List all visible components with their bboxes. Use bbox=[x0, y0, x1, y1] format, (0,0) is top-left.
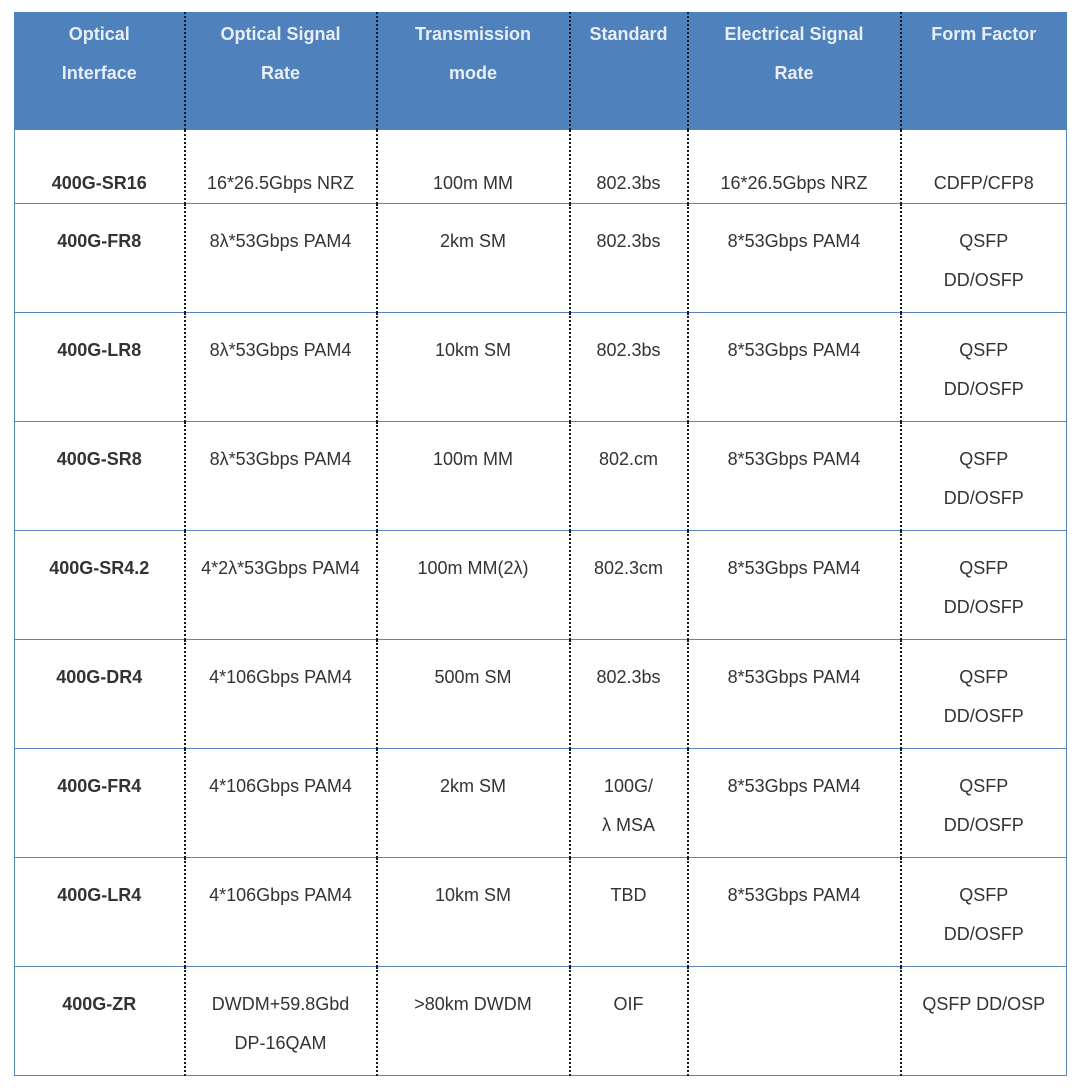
cell-text: 400G-LR8 bbox=[57, 339, 142, 360]
cell-optical-interface bbox=[15, 639, 185, 748]
cell-optical-signal-rate bbox=[185, 421, 377, 530]
cell-text: QSFP bbox=[959, 775, 1009, 796]
cell-text: 8λ*53Gbps PAM4 bbox=[209, 230, 352, 251]
cell-text: DD/OSFP bbox=[943, 487, 1024, 508]
header-row bbox=[15, 13, 1067, 130]
cell-form-factor bbox=[901, 130, 1067, 204]
cell-optical-interface bbox=[15, 421, 185, 530]
cell-transmission-mode bbox=[377, 421, 570, 530]
cell-text: 10km SM bbox=[434, 339, 512, 360]
cell-form-factor bbox=[901, 857, 1067, 966]
cell-optical-signal-rate bbox=[185, 639, 377, 748]
cell-text: 8λ*53Gbps PAM4 bbox=[209, 339, 352, 360]
cell-text: 400G-DR4 bbox=[56, 666, 143, 687]
cell-transmission-mode bbox=[377, 639, 570, 748]
cell-text: 802.3bs bbox=[596, 172, 661, 193]
cell-text: 4*106Gbps PAM4 bbox=[209, 666, 352, 687]
cell-optical-signal-rate bbox=[185, 530, 377, 639]
cell-text: DD/OSFP bbox=[943, 378, 1024, 399]
cell-transmission-mode bbox=[377, 312, 570, 421]
cell-text: 400G-SR16 bbox=[51, 172, 147, 193]
cell-optical-signal-rate bbox=[185, 857, 377, 966]
cell-text: QSFP DD/OSP bbox=[922, 993, 1046, 1014]
cell-transmission-mode bbox=[377, 748, 570, 857]
cell-text: QSFP bbox=[959, 339, 1009, 360]
cell-text: 802.3cm bbox=[593, 557, 664, 578]
cell-standard bbox=[570, 857, 688, 966]
cell-electrical-signal-rate bbox=[688, 203, 901, 312]
cell-text: 10km SM bbox=[434, 884, 512, 905]
cell-text: 8*53Gbps PAM4 bbox=[727, 557, 861, 578]
cell-text: 802.3bs bbox=[596, 339, 661, 360]
cell-text: 100m MM(2λ) bbox=[417, 557, 529, 578]
table-row bbox=[15, 857, 1067, 966]
cell-text: 500m SM bbox=[434, 666, 512, 687]
cell-text: 802.3bs bbox=[596, 666, 661, 687]
cell-standard bbox=[570, 421, 688, 530]
cell-text: 8*53Gbps PAM4 bbox=[727, 884, 861, 905]
cell-text: DD/OSFP bbox=[943, 596, 1024, 617]
cell-optical-signal-rate bbox=[185, 312, 377, 421]
cell-optical-signal-rate bbox=[185, 966, 377, 1075]
cell-text: 8*53Gbps PAM4 bbox=[727, 666, 861, 687]
cell-text: 4*106Gbps PAM4 bbox=[209, 884, 352, 905]
cell-electrical-signal-rate bbox=[688, 966, 901, 1075]
header-form-factor: Form Factor bbox=[901, 13, 1067, 130]
cell-optical-interface bbox=[15, 966, 185, 1075]
cell-text: 802.3bs bbox=[596, 230, 661, 251]
table-row bbox=[15, 530, 1067, 639]
cell-standard bbox=[570, 130, 688, 204]
cell-optical-signal-rate bbox=[185, 748, 377, 857]
cell-transmission-mode bbox=[377, 130, 570, 204]
spec-table-container bbox=[14, 12, 1066, 1076]
cell-text: 100m MM bbox=[432, 448, 513, 469]
cell-electrical-signal-rate bbox=[688, 312, 901, 421]
cell-text: 802.cm bbox=[598, 448, 659, 469]
cell-electrical-signal-rate bbox=[688, 857, 901, 966]
cell-optical-signal-rate bbox=[185, 203, 377, 312]
cell-text: DD/OSFP bbox=[943, 705, 1024, 726]
header-standard: Standard bbox=[570, 13, 688, 130]
cell-text: 16*26.5Gbps NRZ bbox=[206, 172, 355, 193]
cell-form-factor bbox=[901, 639, 1067, 748]
header-optical-signal-rate: Optical Signal Rate bbox=[185, 13, 377, 130]
cell-text: 2km SM bbox=[439, 775, 506, 796]
table-header bbox=[15, 13, 1067, 130]
cell-optical-interface bbox=[15, 530, 185, 639]
cell-text: 8λ*53Gbps PAM4 bbox=[209, 448, 352, 469]
cell-form-factor bbox=[901, 966, 1067, 1075]
cell-text: QSFP bbox=[959, 666, 1009, 687]
cell-text: 400G-SR4.2 bbox=[49, 557, 150, 578]
cell-text: 4*2λ*53Gbps PAM4 bbox=[201, 557, 360, 578]
cell-text: DD/OSFP bbox=[943, 814, 1024, 835]
cell-text: 4*106Gbps PAM4 bbox=[209, 775, 352, 796]
cell-text: QSFP bbox=[959, 448, 1009, 469]
cell-text: 400G-LR4 bbox=[57, 884, 142, 905]
cell-text: DD/OSFP bbox=[943, 269, 1024, 290]
cell-form-factor bbox=[901, 421, 1067, 530]
cell-text: QSFP bbox=[959, 557, 1009, 578]
cell-text: 100m MM bbox=[432, 172, 513, 193]
cell-text: 400G-FR8 bbox=[57, 230, 142, 251]
cell-text: DWDM+59.8Gbd bbox=[211, 993, 350, 1014]
cell-text: λ MSA bbox=[601, 814, 655, 835]
cell-text: 400G-SR8 bbox=[56, 448, 142, 469]
table-row bbox=[15, 130, 1067, 204]
cell-form-factor bbox=[901, 530, 1067, 639]
cell-text: CDFP/CFP8 bbox=[933, 172, 1034, 193]
cell-standard bbox=[570, 748, 688, 857]
cell-text: DP-16QAM bbox=[234, 1032, 327, 1053]
table-body bbox=[15, 130, 1067, 1076]
cell-standard bbox=[570, 312, 688, 421]
cell-optical-interface bbox=[15, 312, 185, 421]
cell-standard bbox=[570, 966, 688, 1075]
cell-text: >80km DWDM bbox=[414, 993, 532, 1014]
cell-electrical-signal-rate bbox=[688, 639, 901, 748]
cell-text: 100G/ bbox=[603, 775, 654, 796]
cell-transmission-mode bbox=[377, 530, 570, 639]
cell-text: QSFP bbox=[959, 230, 1009, 251]
cell-optical-signal-rate bbox=[185, 130, 377, 204]
table-row bbox=[15, 421, 1067, 530]
cell-standard bbox=[570, 639, 688, 748]
header-optical-interface: Optical Interface bbox=[15, 13, 185, 130]
cell-text: OIF bbox=[613, 993, 644, 1014]
cell-text: TBD bbox=[610, 884, 647, 905]
cell-electrical-signal-rate bbox=[688, 748, 901, 857]
cell-electrical-signal-rate bbox=[688, 530, 901, 639]
table-row bbox=[15, 966, 1067, 1075]
table-row bbox=[15, 203, 1067, 312]
cell-transmission-mode bbox=[377, 857, 570, 966]
cell-standard bbox=[570, 203, 688, 312]
cell-text: 8*53Gbps PAM4 bbox=[727, 230, 861, 251]
cell-transmission-mode bbox=[377, 966, 570, 1075]
header-electrical-signal-rate: Electrical Signal Rate bbox=[688, 13, 901, 130]
cell-optical-interface bbox=[15, 130, 185, 204]
cell-text: QSFP bbox=[959, 884, 1009, 905]
optical-interface-table bbox=[14, 12, 1067, 1076]
cell-form-factor bbox=[901, 312, 1067, 421]
cell-text: 8*53Gbps PAM4 bbox=[727, 448, 861, 469]
cell-text: 16*26.5Gbps NRZ bbox=[720, 172, 868, 193]
table-row bbox=[15, 748, 1067, 857]
cell-transmission-mode bbox=[377, 203, 570, 312]
cell-text: 8*53Gbps PAM4 bbox=[727, 775, 861, 796]
cell-optical-interface bbox=[15, 748, 185, 857]
header-transmission-mode: Transmission mode bbox=[377, 13, 570, 130]
table-row bbox=[15, 312, 1067, 421]
cell-text: DD/OSFP bbox=[943, 923, 1024, 944]
cell-text: 8*53Gbps PAM4 bbox=[727, 339, 861, 360]
cell-text: 2km SM bbox=[439, 230, 506, 251]
cell-standard bbox=[570, 530, 688, 639]
cell-form-factor bbox=[901, 748, 1067, 857]
cell-electrical-signal-rate bbox=[688, 130, 901, 204]
cell-electrical-signal-rate bbox=[688, 421, 901, 530]
cell-form-factor bbox=[901, 203, 1067, 312]
cell-text: 400G-FR4 bbox=[57, 775, 142, 796]
table-row bbox=[15, 639, 1067, 748]
cell-text: 400G-ZR bbox=[62, 993, 137, 1014]
cell-optical-interface bbox=[15, 857, 185, 966]
cell-optical-interface bbox=[15, 203, 185, 312]
